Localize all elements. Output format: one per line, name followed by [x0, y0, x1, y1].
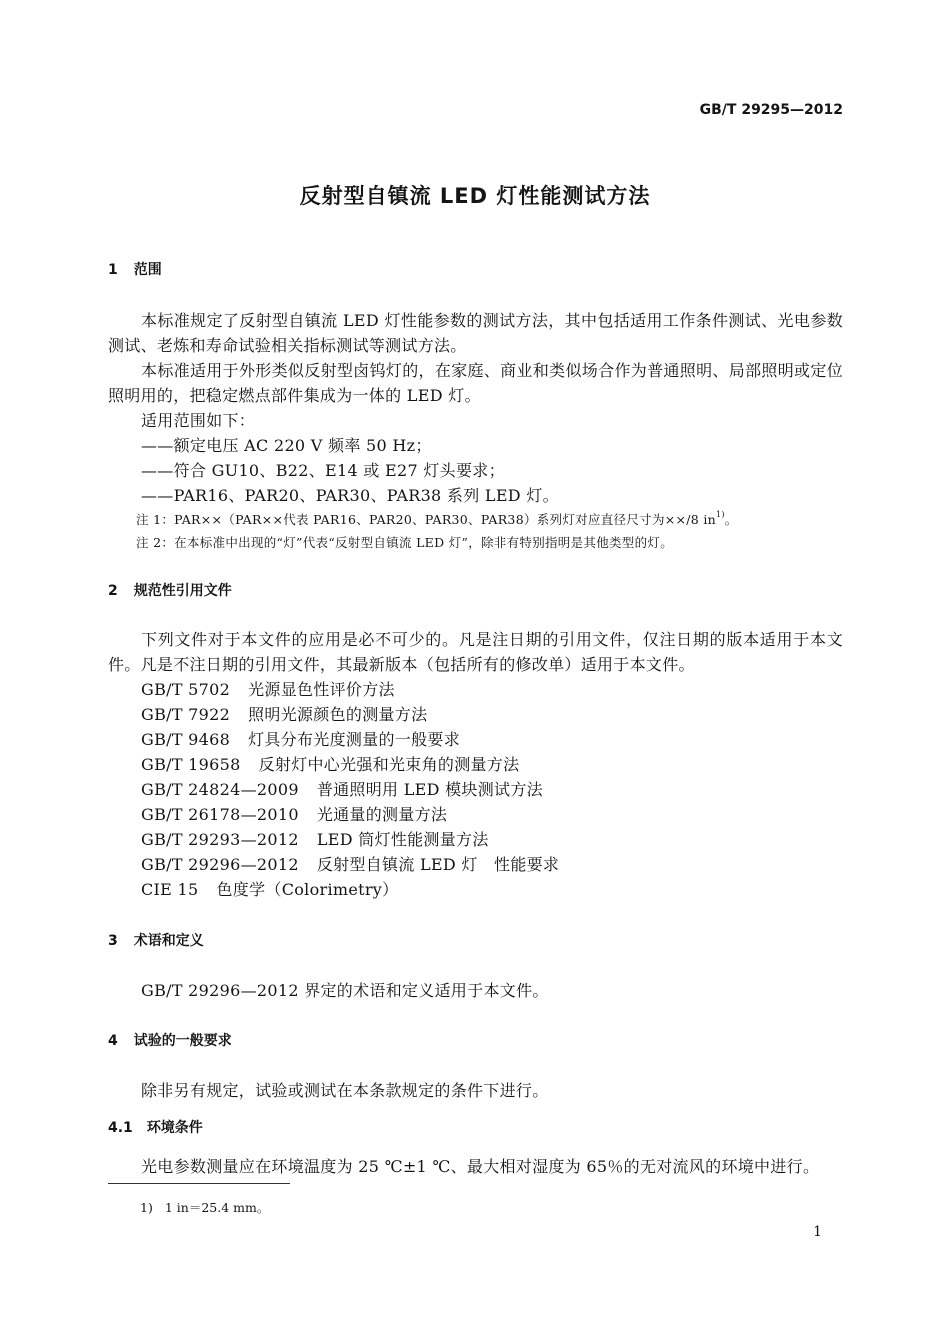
section-1-heading [108, 258, 843, 283]
reference-title: 照明光源颜色的测量方法 [248, 705, 428, 724]
reference-code: GB/T 5702 [141, 680, 231, 699]
document-title: 反射型自镇流 LED 灯性能测试方法 [299, 184, 651, 208]
scope-item: ——额定电压 AC 220 V 频率 50 Hz； [141, 436, 432, 455]
reference-title: 灯具分布光度测量的一般要求 [248, 730, 461, 749]
section-title: 试验的一般要求 [133, 1033, 232, 1049]
section-title: 规范性引用文件 [133, 583, 232, 599]
section-3-body [108, 978, 843, 1003]
reference-title: 反射灯中心光强和光束角的测量方法 [258, 755, 520, 774]
reference-code: GB/T 26178—2010 [141, 805, 299, 824]
section-2-heading [108, 579, 843, 604]
section-1-body [108, 308, 843, 554]
scope-paragraph-2: 本标准适用于外形类似反射型卤钨灯的，在家庭、商业和类似场合作为普通照明、局部照明或定位照明用的，把稳定燃点部件集成为一体的 LED 灯。 [108, 361, 843, 405]
section-number: 1 [108, 262, 118, 278]
section-number: 3 [108, 933, 118, 949]
reference-item [108, 802, 843, 827]
reference-item [108, 702, 843, 727]
section-number: 4.1 [108, 1120, 133, 1136]
section-number: 2 [108, 583, 118, 599]
note-1 [108, 508, 843, 531]
note-label: 注 1： [136, 512, 175, 527]
reference-item [108, 877, 843, 902]
reference-code: GB/T 24824—2009 [141, 780, 299, 799]
reference-item [108, 852, 843, 877]
standard-code-header: GB/T 29295—2012 [699, 102, 843, 118]
section-3-heading [108, 929, 843, 954]
note-label: 注 2： [136, 535, 175, 550]
footnote-reference: 1) [715, 510, 725, 519]
reference-title: 光源显色性评价方法 [248, 680, 395, 699]
note-text: PAR××（PAR××代表 PAR16、PAR20、PAR30、PAR38）系列灯对应直径尺寸为××/8 in [174, 512, 716, 527]
reference-code: GB/T 29296—2012 [141, 855, 299, 874]
section-title: 范围 [133, 262, 162, 278]
reference-item [108, 727, 843, 752]
footnote-marker: 1) [140, 1200, 153, 1215]
section-2-body [108, 627, 843, 902]
section-4-1-heading [108, 1116, 843, 1141]
section-title: 环境条件 [146, 1120, 203, 1136]
reference-code: GB/T 9468 [141, 730, 231, 749]
scope-item: ——符合 GU10、B22、E14 或 E27 灯头要求； [141, 461, 505, 480]
note-2 [108, 531, 843, 554]
general-requirements-paragraph: 除非另有规定，试验或测试在本条款规定的条件下进行。 [141, 1081, 549, 1100]
reference-item [108, 827, 843, 852]
scope-intro: 适用范围如下： [141, 411, 256, 430]
reference-item [108, 752, 843, 777]
footnote [140, 1197, 269, 1219]
note-tail: 。 [724, 512, 738, 527]
reference-title: 反射型自镇流 LED 灯 性能要求 [316, 855, 560, 874]
section-number: 4 [108, 1033, 118, 1049]
reference-code: CIE 15 [141, 880, 199, 899]
scope-paragraph-1: 本标准规定了反射型自镇流 LED 灯性能参数的测试方法，其中包括适用工作条件测试、光电参数测试、老炼和寿命试验相关指标测试等测试方法。 [108, 311, 843, 355]
reference-code: GB/T 29293—2012 [141, 830, 299, 849]
reference-title: LED 筒灯性能测量方法 [316, 830, 489, 849]
scope-item: ——PAR16、PAR20、PAR30、PAR38 系列 LED 灯。 [141, 486, 559, 505]
reference-item [108, 777, 843, 802]
page-number: 1 [813, 1224, 822, 1240]
environment-conditions-paragraph: 光电参数测量应在环境温度为 25 ℃±1 ℃、最大相对湿度为 65％的无对流风的环境中进行。 [141, 1157, 820, 1176]
section-4-heading [108, 1029, 843, 1054]
reference-code: GB/T 19658 [141, 755, 241, 774]
section-4-body [108, 1078, 843, 1103]
reference-code: GB/T 7922 [141, 705, 231, 724]
footnote-divider [108, 1183, 290, 1184]
note-text: 在本标准中出现的“灯”代表“反射型自镇流 LED 灯”，除非有特别指明是其他类型的灯。 [174, 535, 673, 550]
reference-title: 光通量的测量方法 [316, 805, 448, 824]
reference-title: 色度学（Colorimetry） [216, 880, 399, 899]
footnote-text: 1 in＝25.4 mm。 [164, 1200, 270, 1215]
terms-paragraph: GB/T 29296—2012 界定的术语和定义适用于本文件。 [141, 981, 549, 1000]
section-4-1-body [108, 1154, 843, 1179]
section-title: 术语和定义 [133, 933, 204, 949]
reference-item [108, 677, 843, 702]
references-intro-paragraph: 下列文件对于本文件的应用是必不可少的。凡是注日期的引用文件，仅注日期的版本适用于本文件。凡是不注日期的引用文件，其最新版本（包括所有的修改单）适用于本文件。 [108, 630, 843, 674]
reference-title: 普通照明用 LED 模块测试方法 [316, 780, 543, 799]
